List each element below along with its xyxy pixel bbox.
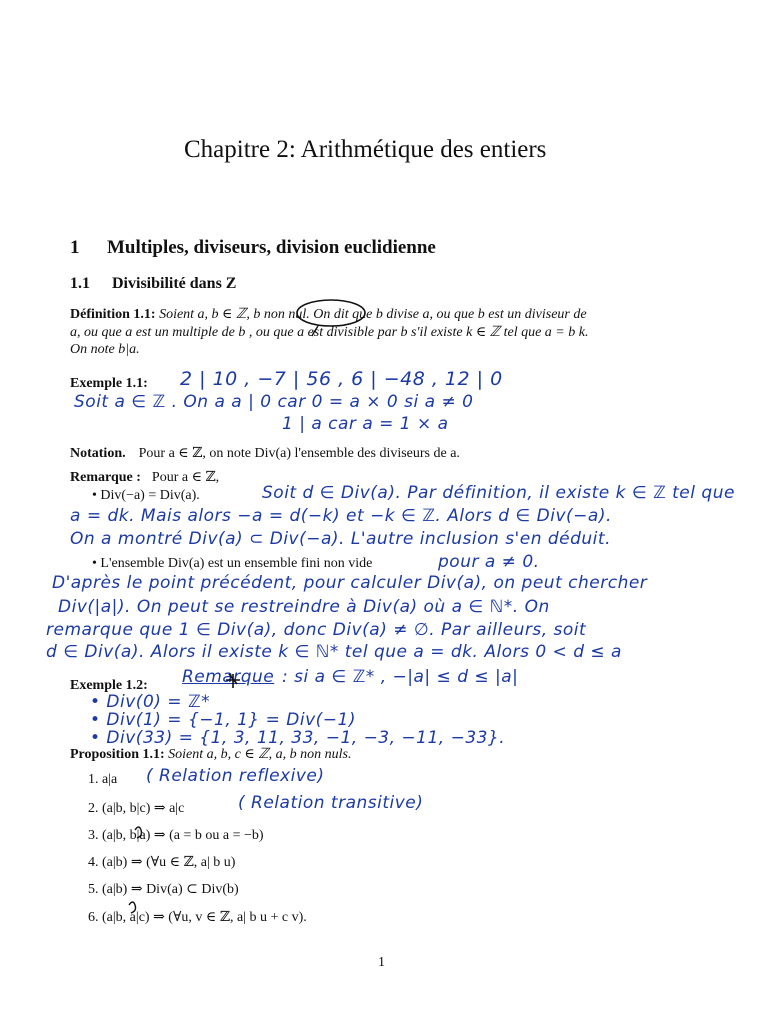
handwritten-prop2: ( Relation transitive): [238, 793, 424, 813]
proposition-item-6: 6. (a|b, a|c) ⇒ (∀u, v ∈ ℤ, a| b u + c v).: [88, 910, 307, 925]
definition-text-1: Soient a, b ∈ ℤ, b non nul. On dit que b divise a, ou que b est un diviseur de: [159, 307, 587, 322]
star-mark: [226, 674, 240, 688]
page-number: 1: [378, 955, 385, 970]
handwritten-rem2-d: remarque que 1 ∈ Div(a), donc Div(a) ≠ ∅. Par ailleurs, soit: [46, 620, 587, 640]
handwritten-rem1-b: a = dk. Mais alors −a = d(−k) et −k ∈ ℤ. Alors d ∈ Div(−a).: [70, 506, 612, 526]
notation-text: Pour a ∈ ℤ, on note Div(a) l'ensemble des diviseurs de a.: [138, 446, 460, 461]
exemple-2-label: Exemple 1.2:: [70, 678, 148, 693]
handwritten-prop1: ( Relation reflexive): [146, 766, 325, 786]
handwritten-rem1-c: On a montré Div(a) ⊂ Div(−a). L'autre inclusion s'en déduit.: [70, 529, 611, 549]
comma-correction-mark-2: [129, 902, 136, 913]
proposition-item-2: 2. (a|b, b|c) ⇒ a|c: [88, 801, 185, 816]
handwritten-ex2-2: • Div(1) = {−1, 1} = Div(−1): [90, 710, 357, 730]
exemple-1-label: Exemple 1.1:: [70, 376, 148, 391]
proposition-label: Proposition 1.1:: [70, 747, 165, 762]
proposition-text: Soient a, b, c ∈ ℤ, a, b non nuls.: [168, 747, 352, 762]
handwritten-ex1-line1: 2 | 10 , −7 | 56 , 6 | −48 , 12 | 0: [180, 368, 503, 390]
remarque-label: Remarque :: [70, 470, 141, 485]
handwritten-rem3-label: Remarque: [182, 667, 275, 687]
definition-label: Définition 1.1:: [70, 307, 156, 322]
handwritten-ex2-1: • Div(0) = ℤ*: [90, 692, 211, 712]
handwritten-rem1-a: Soit d ∈ Div(a). Par définition, il existe k ∈ ℤ tel que: [262, 483, 735, 503]
handwritten-rem2-e: d ∈ Div(a). Alors il existe k ∈ ℕ* tel que a = dk. Alors 0 < d ≤ a: [46, 642, 622, 662]
handwritten-ex1-line3: 1 | a car a = 1 × a: [282, 414, 449, 434]
subsection-title: Divisibilité dans Z: [112, 275, 237, 292]
remarque-item-1: • Div(−a) = Div(a).: [92, 488, 200, 503]
circle-mark-non-nul: [297, 300, 365, 326]
handwritten-rem2-b: D'après le point précédent, pour calculer Div(a), on peut chercher: [52, 573, 648, 593]
definition-line-2: a, ou que a est un multiple de b , ou que a est divisible par b s'il existe k ∈ ℤ tel que a = b k.: [70, 325, 589, 340]
subsection-number: 1.1: [70, 275, 90, 292]
remarque-text: Pour a ∈ ℤ,: [151, 470, 220, 485]
handwritten-ex1-line2: Soit a ∈ ℤ . On a a | 0 car 0 = a × 0 si a ≠ 0: [74, 392, 474, 412]
comma-correction-mark-1: [135, 827, 142, 838]
section-number: 1: [70, 237, 80, 258]
proposition-item-4: 4. (a|b) ⇒ (∀u ∈ ℤ, a| b u): [88, 855, 236, 870]
circle-tail-mark: [312, 326, 318, 336]
notation-label: Notation.: [70, 446, 126, 461]
handwritten-rem2-a: pour a ≠ 0.: [438, 552, 540, 572]
handwritten-rem3-text: : si a ∈ ℤ* , −|a| ≤ d ≤ |a|: [282, 667, 519, 687]
handwritten-ex2-3: • Div(33) = {1, 3, 11, 33, −1, −3, −11, −33}.: [90, 728, 506, 748]
handwritten-rem2-c: Div(|a|). On peut se restreindre à Div(a) où a ∈ ℕ*. On: [58, 597, 550, 617]
definition-line-3: On note b|a.: [70, 342, 140, 357]
proposition-item-1: 1. a|a: [88, 772, 118, 787]
page-title: Chapitre 2: Arithmétique des entiers: [184, 136, 547, 163]
proposition-item-5: 5. (a|b) ⇒ Div(a) ⊂ Div(b): [88, 882, 239, 897]
remarque-item-2: • L'ensemble Div(a) est un ensemble fini non vide: [92, 556, 373, 571]
section-title: Multiples, diviseurs, division euclidienne: [107, 237, 436, 258]
proposition-item-3: 3. (a|b, b|a) ⇒ (a = b ou a = −b): [88, 828, 264, 843]
